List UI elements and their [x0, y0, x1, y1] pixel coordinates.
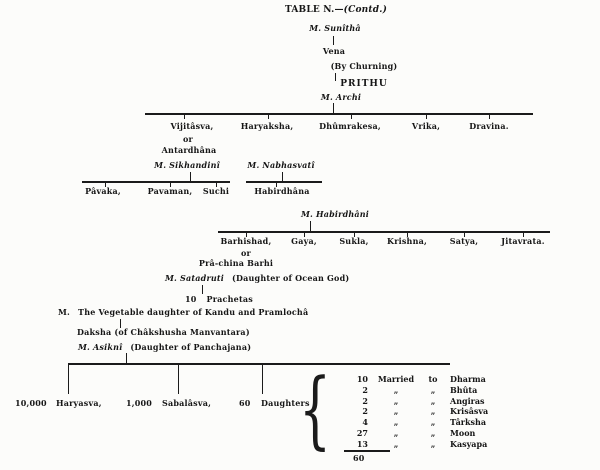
marriage-row — [338, 374, 518, 385]
total-rule — [344, 450, 390, 452]
node-sukla: Sukla, — [339, 236, 369, 246]
spouse-name: Moon — [450, 427, 476, 438]
spouse-name: Krisâsva — [450, 406, 489, 417]
spouse-name: Bhûta — [450, 384, 478, 395]
node-satya: Satya, — [449, 236, 479, 246]
node-prithu: PRITHU — [340, 79, 388, 89]
marriage-label-asikni: M. Asiknî — [78, 342, 123, 352]
connector-line — [262, 365, 263, 394]
ditto-mark: „ — [430, 395, 436, 406]
node-gaya: Gaya, — [291, 236, 317, 246]
connector-line — [282, 172, 283, 181]
node-habirdhana: Habirdhâna — [254, 186, 310, 196]
daughters-marriage-table — [338, 374, 518, 450]
marriage-row — [338, 396, 518, 407]
marriage-count: 13 — [356, 438, 368, 449]
spouse-name: Kasyapa — [450, 438, 488, 449]
ditto-mark: „ — [430, 406, 436, 417]
tick — [351, 115, 352, 119]
page-title-main: TABLE N.— — [284, 5, 344, 15]
marriage-prefix: M. — [58, 307, 71, 317]
ditto-mark: „ — [393, 427, 399, 438]
tick — [489, 115, 490, 119]
node-suchi: Suchi — [202, 186, 230, 196]
connector-line — [190, 172, 191, 181]
alias-antardhana: Antardhâna — [161, 145, 217, 155]
marriage-count: 2 — [362, 406, 368, 417]
ditto-mark: „ — [393, 438, 399, 449]
to-word: to — [428, 374, 438, 384]
marriage-line-vegetable — [58, 308, 308, 317]
tree-bar-habirdhani — [218, 231, 550, 233]
connector-line — [333, 36, 334, 45]
node-pavaman: Pavaman, — [147, 186, 193, 196]
marriage-word: Married — [377, 374, 415, 384]
marriage-row — [338, 428, 518, 439]
node-daksha: Daksha (of Châkshusha Manvantara) — [77, 327, 250, 337]
node-barhishad: Barhishad, — [220, 236, 272, 246]
node-prachetas-line — [185, 295, 253, 304]
node-vijitasva: Vijitâsva, — [170, 121, 214, 131]
marriage-label-habirdhani: M. Habirdhâni — [300, 209, 370, 219]
node-prachetas: Prachetas — [206, 294, 253, 304]
node-vrika: Vrika, — [411, 121, 441, 131]
node-daughters: Daughters — [261, 398, 310, 408]
alias-or: or — [183, 134, 193, 144]
ditto-mark: „ — [393, 417, 399, 428]
connector-line — [126, 353, 127, 363]
connector-line — [310, 221, 311, 231]
marriage-count: 2 — [362, 395, 368, 406]
node-dravina: Dravina. — [469, 121, 509, 131]
node-jitavrata: Jitavrata. — [501, 236, 545, 246]
churning-note: (By Churning) — [330, 61, 398, 71]
connector-line — [68, 365, 69, 394]
connector-line — [178, 365, 179, 394]
marriage-label-archi: M. Archi — [320, 92, 362, 102]
ditto-mark: „ — [393, 395, 399, 406]
marriage-label-nabhasvati: M. Nabhasvatî — [247, 160, 315, 170]
node-krishna: Krishna, — [387, 236, 427, 246]
spouse-name: Târksha — [450, 417, 487, 428]
marriage-note-panchajana: (Daughter of Panchajana) — [130, 342, 252, 352]
connector-line — [202, 285, 203, 294]
ditto-mark: „ — [430, 384, 436, 395]
marriage-row — [338, 439, 518, 450]
node-dhumrakesa: Dhûmrakesa, — [319, 121, 381, 131]
ditto-mark: „ — [430, 427, 436, 438]
ditto-mark: „ — [430, 438, 436, 449]
marriage-row — [338, 385, 518, 396]
page-title — [285, 6, 387, 16]
count-sabalasva: 1,000 — [126, 398, 153, 408]
node-pavaka: Pâvaka, — [85, 186, 121, 196]
marriage-line-satadruti — [165, 274, 349, 283]
alias-prachina-barhi: Prâ-china Barhi — [198, 258, 274, 268]
tree-bar-nabhasvati — [246, 181, 322, 183]
alias-or-barhishad: or — [241, 248, 251, 258]
marriage-label-satadruti: M. Satadruti — [165, 273, 225, 283]
node-sabalasva: Sabalâsva, — [162, 398, 212, 408]
page-title-contd: (Contd.) — [343, 5, 388, 15]
marriage-note-ocean: (Daughter of Ocean God) — [232, 273, 350, 283]
marriage-line-asikni — [78, 343, 251, 352]
tick — [426, 115, 427, 119]
ditto-mark: „ — [393, 406, 399, 417]
marriage-label-sikhandini: M. Sikhandinî — [154, 160, 220, 170]
marriage-count: 2 — [362, 384, 368, 395]
node-vena: Vena — [322, 46, 346, 56]
connector-line — [333, 103, 334, 113]
tick — [184, 115, 185, 119]
marriage-count: 4 — [362, 417, 368, 428]
spouse-name: Dharma — [450, 374, 486, 384]
tick — [268, 115, 269, 119]
node-haryasva: Haryasva, — [56, 398, 102, 408]
prachetas-count: 10 — [185, 294, 197, 304]
brace-left: { — [299, 360, 332, 458]
count-daughters: 60 — [239, 398, 251, 408]
tree-bar-gen1 — [145, 113, 533, 115]
ditto-mark: „ — [430, 417, 436, 428]
total-count: 60 — [353, 453, 365, 463]
marriage-label-sunitha: M. Sunîthâ — [309, 23, 361, 33]
marriage-count: 27 — [356, 427, 368, 438]
connector-line — [335, 73, 336, 81]
tree-bar-daksha — [68, 363, 450, 365]
node-haryaksha: Haryaksha, — [240, 121, 294, 131]
marriage-count: 10 — [356, 374, 368, 384]
marriage-label-vegetable: The Vegetable daughter of Kandu and Pramlochâ — [78, 307, 309, 317]
marriage-row — [338, 406, 518, 417]
ditto-mark: „ — [393, 384, 399, 395]
marriage-row — [338, 417, 518, 428]
count-haryasva: 10,000 — [15, 398, 47, 408]
spouse-name: Angiras — [450, 395, 485, 406]
